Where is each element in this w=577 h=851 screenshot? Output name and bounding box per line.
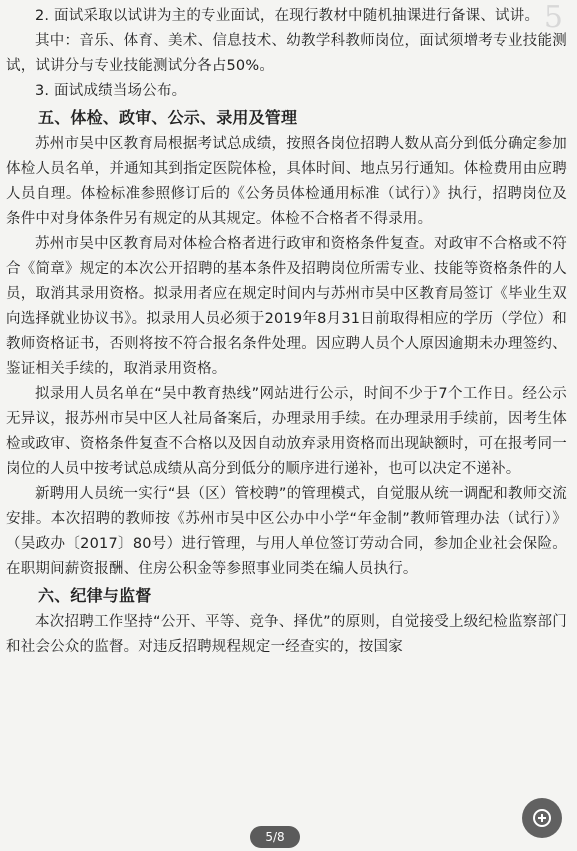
zoom-in-icon [531, 807, 553, 829]
paragraph-discipline: 本次招聘工作坚持“公开、平等、竞争、择优”的原则，自觉接受上级纪检监察部门和社会公众的监督。对违反招聘规程规定一经查实的，按国家 [6, 614, 567, 655]
paragraph-publicity: 拟录用人员名单在“吴中教育热线”网站进行公示，时间不少于7个工作日。经公示无异议，报苏州市吴中区人社局备案后，办理录用手续。在办理录用手续前，因考生体检或政审、资格条件复查不合格以及因自动放弃录用资格而出现缺额时，可在报考同一岗位的人员中按考试总成绩从高分到低分的顺序进行递补，也可以决定不递补。 [6, 386, 567, 477]
zoom-in-button[interactable] [522, 798, 562, 838]
paragraph-political-review: 苏州市吴中区教育局对体检合格者进行政审和资格条件复查。对政审不合格或不符合《简章》规定的本次公开招聘的基本条件及招聘岗位所需专业、技能等资格条件的人员，取消其录用资格。拟录用者应在规定时间内与苏州市吴中区教育局签订《毕业生双向选择就业协议书》。拟录用人员必须于2019年8月31日前取得相应的学历（学位）和教师资格证书，否则将按不符合报名条件处理。因应聘人员个人原因逾期未办理签约、鉴证相关手续的，取消录用资格。 [6, 236, 567, 377]
paragraph-interview-method: 2. 面试采取以试讲为主的专业面试，在现行教材中随机抽课进行备课、试讲。 [35, 8, 540, 24]
document-body [6, 4, 567, 660]
page-watermark: 5 [543, 0, 563, 35]
paragraph-physical-exam: 苏州市吴中区教育局根据考试总成绩，按照各岗位招聘人数从高分到低分确定参加体检人员名单，并通知其到指定医院体检，具体时间、地点另行通知。体检费用由应聘人员自理。体检标准参照修订后的《公务员体检通用标准（试行）》执行，招聘岗位及条件中对身体条件另有规定的从其规定。体检不合格者不得录用。 [6, 136, 567, 227]
section-heading-5: 五、体检、政审、公示、录用及管理 [38, 108, 298, 127]
paragraph-interview-results: 3. 面试成绩当场公布。 [35, 83, 187, 99]
section-heading-6: 六、纪律与监督 [38, 586, 152, 605]
paragraph-skill-test: 其中：音乐、体育、美术、信息技术、幼教学科教师岗位，面试须增考专业技能测试，试讲分与专业技能测试分各占50%。 [6, 33, 567, 74]
paragraph-management: 新聘用人员统一实行“县（区）管校聘”的管理模式，自觉服从统一调配和教师交流安排。本次招聘的教师按《苏州市吴中区公办中小学“年金制”教师管理办法（试行）》（吴政办〔2017〕80号）进行管理，与用人单位签订劳动合同，参加企业社会保险。在职期间薪资报酬、住房公积金等参照事业同类在编人员执行。 [6, 486, 567, 577]
page-indicator: 5/8 [250, 826, 300, 848]
